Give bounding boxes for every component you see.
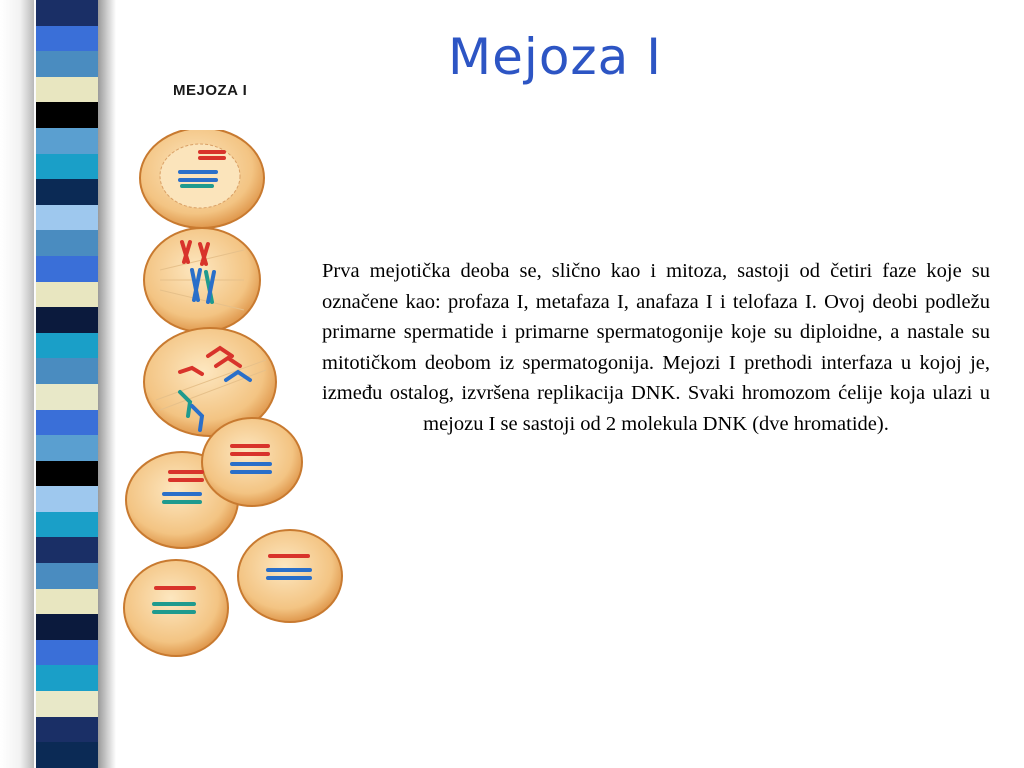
decorative-stripe-column — [36, 0, 98, 768]
stripe-block — [36, 461, 98, 487]
stripe-block — [36, 691, 98, 717]
decorative-stripe-band — [0, 0, 118, 768]
stripe-block — [36, 410, 98, 436]
stripe-block — [36, 665, 98, 691]
stripe-block — [36, 589, 98, 615]
stripe-block — [36, 154, 98, 180]
stripe-block — [36, 26, 98, 52]
stripe-block — [36, 205, 98, 231]
cell-prophase — [140, 130, 264, 228]
stripe-block — [36, 512, 98, 538]
stripe-block — [36, 179, 98, 205]
slide-body-text: Prva mejotička deoba se, slično kao i mitoza, sastoji od četiri faze koje su označene kao: profaza I, metafaza I, anafaza I i telofaza I. Ovoj deobi podležu primarne spermatide i primarne spermatogonije koje su diploidne, a nastale su mitotičkom deobom iz spermatogonija. Mejozi I prethodi interfaza u kojoj je, između ostalog, izvršena replikacija DNK. Svaki hromozom ćelije koja ulazi u mejozu I se sastoji od 2 molekula DNK (dve hromatide). — [322, 260, 990, 435]
figure-caption: MEJOZA I — [173, 82, 248, 99]
stripe-block — [36, 640, 98, 666]
stripe-block — [36, 742, 98, 768]
cell-daughter-left — [124, 560, 228, 656]
stripe-block — [36, 77, 98, 103]
stripe-block — [36, 358, 98, 384]
stripe-block — [36, 614, 98, 640]
cell-daughter-right — [238, 530, 342, 622]
cell-telophase — [126, 418, 302, 548]
stripe-block — [36, 563, 98, 589]
stripe-block — [36, 537, 98, 563]
stripe-block — [36, 51, 98, 77]
stripe-block — [36, 486, 98, 512]
slide-title: Mejoza I — [448, 28, 662, 86]
stripe-block — [36, 256, 98, 282]
stripe-block — [36, 435, 98, 461]
stripe-block — [36, 230, 98, 256]
stripe-block — [36, 384, 98, 410]
cell-metaphase — [144, 228, 260, 332]
stripe-block — [36, 0, 98, 26]
stripe-block — [36, 307, 98, 333]
stripe-block — [36, 717, 98, 743]
stripe-block — [36, 282, 98, 308]
stripe-block — [36, 102, 98, 128]
stripe-block — [36, 128, 98, 154]
stripe-block — [36, 333, 98, 359]
